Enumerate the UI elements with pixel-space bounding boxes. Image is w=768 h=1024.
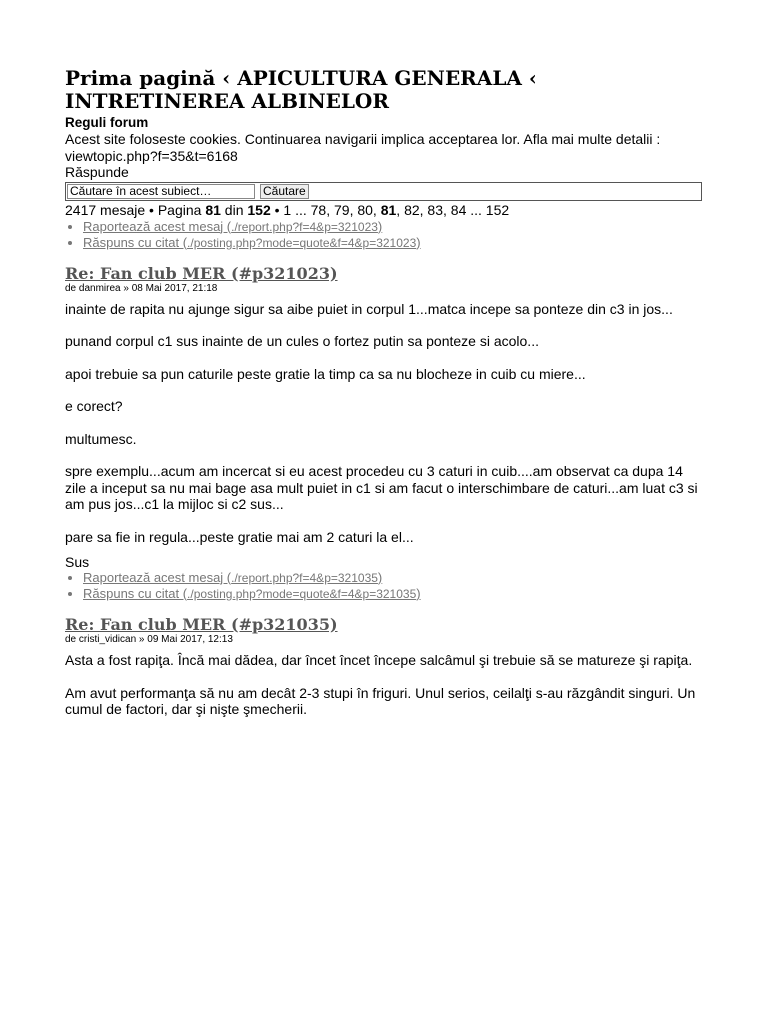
post-paragraph: pare sa fie in regula...peste gratie mai am 2 caturi la el... <box>65 528 414 545</box>
report-post-link[interactable]: Raportează acest mesaj (./report.php?f=4&p=321023) <box>83 218 383 234</box>
pagination-current: 81 <box>205 201 221 218</box>
post-paragraph: punand corpul c1 sus inainte de un cules o fortez putin sa ponteze si acolo... <box>65 333 539 350</box>
list-item <box>83 586 704 602</box>
post-title[interactable]: Re: Fan club MER (#p321023) <box>65 263 338 283</box>
search-button[interactable]: Căutare <box>260 184 309 199</box>
post-body <box>65 652 704 717</box>
post <box>65 219 704 570</box>
report-post-link[interactable]: Raportează acest mesaj (./report.php?f=4&p=321035) <box>83 569 383 585</box>
post-paragraph: apoi trebuie sa pun caturile peste gratie la timp ca sa nu blocheze in cuib cu miere... <box>65 365 586 382</box>
post-paragraph: Asta a fost rapiţa. Încă mai dădea, dar încet încet începe salcâmul şi trebuie să se matureze şi rapiţa. <box>65 651 693 668</box>
pagination-current-page: 81 <box>380 201 397 218</box>
post-paragraph: Am avut performanţa să nu am decât 2-3 stupi în friguri. Unul serios, ceilalţi s-au răzgândit singuri. Un cumul de factori, dar şi nişte şmecherii. <box>65 684 696 717</box>
pagination-total: 152 <box>247 201 271 218</box>
post-date: » 09 Mai 2017, 12:13 <box>136 633 233 645</box>
post-author[interactable]: danmirea <box>78 282 121 294</box>
topic-search-form <box>65 182 702 201</box>
list-item <box>83 235 704 251</box>
pagination-prefix: 2417 mesaje • Pagina <box>65 201 206 218</box>
post <box>65 570 704 717</box>
post-body <box>65 301 704 545</box>
post-meta: de danmirea » 08 Mai 2017, 21:18 <box>65 282 218 294</box>
pagination-pages-prefix[interactable]: • 1 ... 78, 79, 80, <box>270 201 381 218</box>
pagination-of: din <box>220 201 248 218</box>
post-paragraph: multumesc. <box>65 430 137 447</box>
reply-button[interactable]: Răspunde <box>65 164 129 180</box>
post-author[interactable]: cristi_vidican <box>78 633 137 645</box>
list-item <box>83 570 704 586</box>
quote-reply-link[interactable]: Răspuns cu citat (./posting.php?mode=quote&f=4&p=321035) <box>83 585 421 601</box>
post-actions <box>65 219 704 251</box>
page-title: Prima pagină ‹ APICULTURA GENERALA ‹ INTRETINEREA ALBINELOR <box>65 66 537 113</box>
cookie-notice: Acest site foloseste cookies. Continuarea navigarii implica acceptarea lor. Afla mai multe detalii : viewtopic.php?f=35&t=6168 <box>65 131 661 164</box>
pagination-pages-suffix[interactable]: , 82, 83, 84 ... 152 <box>396 201 510 218</box>
quote-reply-link[interactable]: Răspuns cu citat (./posting.php?mode=quote&f=4&p=321023) <box>83 234 421 250</box>
back-to-top-link[interactable]: Sus <box>65 553 90 570</box>
post-paragraph: e corect? <box>65 398 123 415</box>
post-date: » 08 Mai 2017, 21:18 <box>120 282 218 294</box>
post-paragraph: inainte de rapita nu ajunge sigur sa aibe puiet in corpul 1...matca incepe sa ponteze din c3 in jos... <box>65 300 673 317</box>
post-paragraph: spre exemplu...acum am incercat si eu acest procedeu cu 3 caturi in cuib....am observat ca dupa 14 zile a inceput sa nu mai bage asa mult puiet in c1 si am facut o interschimbare de caturi...am luat c3 si am pus jos...c1 la mijloc si c2 sus... <box>65 463 698 513</box>
post-actions <box>65 570 704 602</box>
list-item <box>83 219 704 235</box>
post-title[interactable]: Re: Fan club MER (#p321035) <box>65 614 338 634</box>
forum-rules-link[interactable]: Reguli forum <box>65 115 149 130</box>
post-meta: de cristi_vidican » 09 Mai 2017, 12:13 <box>65 633 233 645</box>
topic-search-input[interactable] <box>67 184 255 199</box>
pagination <box>65 202 704 219</box>
